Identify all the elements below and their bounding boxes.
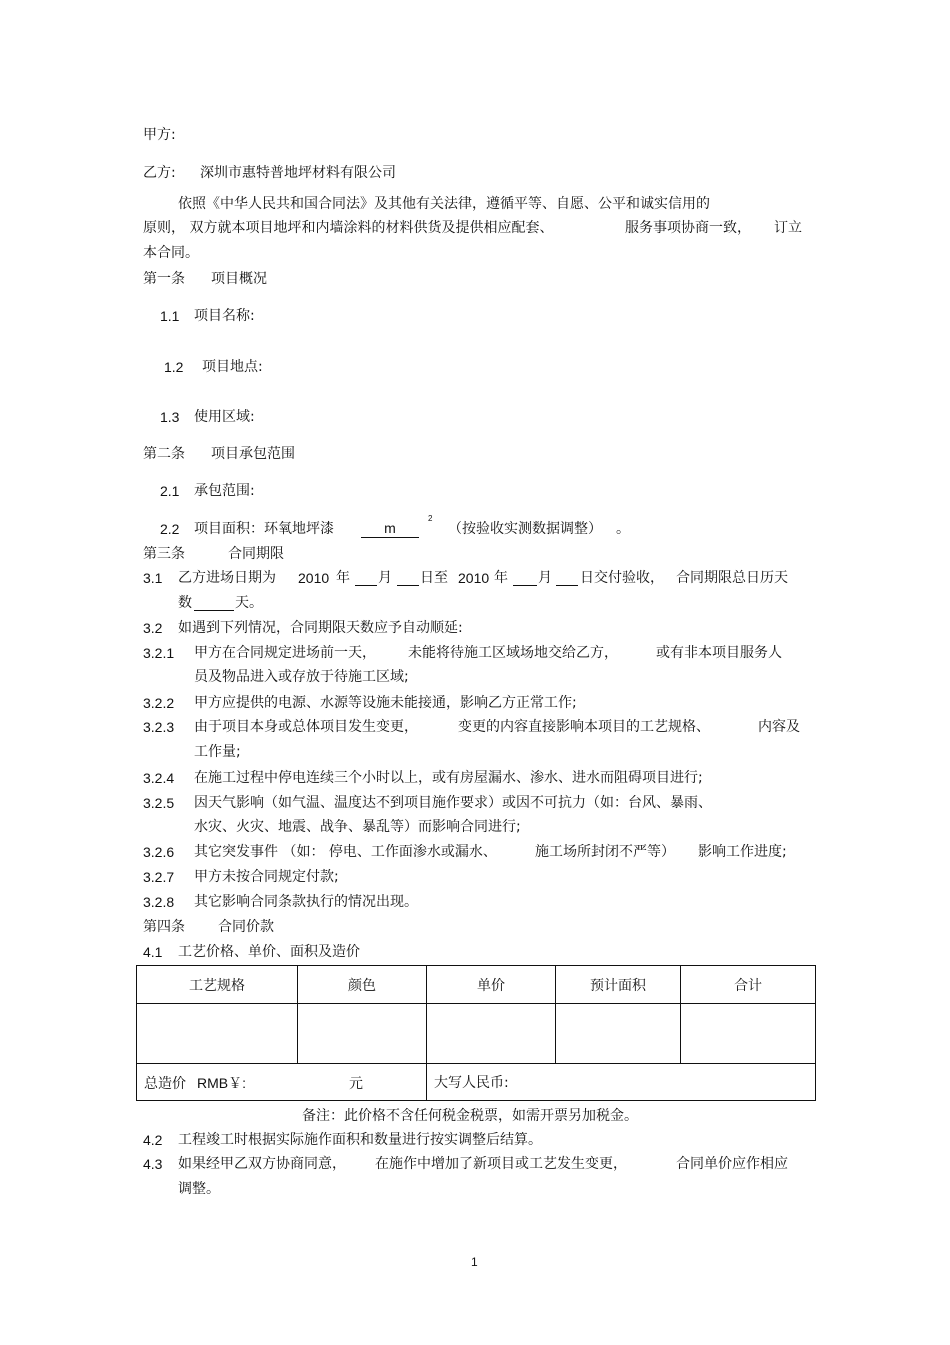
- end-day-blank[interactable]: [556, 571, 578, 586]
- item-3-2-8-number: 3.2.8: [143, 894, 175, 910]
- item-3-1-text-a: 乙方进场日期为: [178, 570, 276, 586]
- area-unit: m: [361, 520, 419, 538]
- item-3-2-4-text: 在施工过程中停电连续三个小时以上，或有房屋漏水、渗水、进水而阻碍项目进行;: [194, 770, 703, 786]
- item-2-2-number: 2.2: [160, 521, 180, 537]
- item-1-1-number: 1.1: [160, 308, 180, 324]
- item-1-2-number: 1.2: [164, 359, 184, 375]
- cell-estimated-area[interactable]: [556, 1004, 681, 1064]
- item-3-2-3-line2: 工作量;: [194, 744, 241, 760]
- party-b-label: 乙方:: [143, 165, 176, 181]
- item-2-1-number: 2.1: [160, 483, 180, 499]
- area-unit-superscript: 2: [428, 514, 433, 523]
- item-3-2-1-text-c: 或有非本项目服务人: [656, 645, 782, 661]
- item-2-1-text: 承包范围:: [194, 483, 255, 499]
- start-day-blank[interactable]: [397, 571, 419, 586]
- party-a-label: 甲方:: [143, 127, 176, 143]
- item-3-2-7-text: 甲方未按合同规定付款;: [194, 869, 339, 885]
- item-3-2-5-text: 因天气影响（如气温、温度达不到项目施作要求）或因不可抗力（如：台风、暴雨、: [194, 795, 712, 811]
- start-year: 2010: [298, 570, 330, 586]
- item-4-3-line2: 调整。: [178, 1181, 220, 1197]
- item-3-2-text: 如遇到下列情况，合同期限天数应予自动顺延:: [178, 620, 463, 636]
- price-table: [136, 965, 816, 1101]
- price-note: 备注：此价格不含任何税金税票，如需开票另加税金。: [302, 1108, 638, 1124]
- end-year-label: 年: [494, 570, 508, 586]
- item-3-1-line2-b: 天。: [235, 595, 263, 611]
- item-3-2-6-number: 3.2.6: [143, 844, 175, 860]
- item-4-3-text-a: 如果经甲乙双方协商同意，: [178, 1156, 346, 1172]
- item-1-3-text: 使用区域:: [194, 409, 255, 425]
- start-year-label: 年: [336, 570, 350, 586]
- article-1-title: 第一条: [143, 271, 185, 287]
- item-3-2-7-number: 3.2.7: [143, 869, 175, 885]
- header-color: 颜色: [298, 966, 427, 1004]
- header-unit-price: 单价: [427, 966, 556, 1004]
- preamble-line-1: 依照《中华人民共和国合同法》及其他有关法律，遵循平等、自愿、公平和诚实信用的: [178, 196, 710, 212]
- price-table-row: [137, 1004, 816, 1064]
- start-month-blank[interactable]: [355, 571, 377, 586]
- item-3-1-number: 3.1: [143, 570, 163, 586]
- item-3-2-3-text-a: 由于项目本身或总体项目发生变更，: [194, 719, 418, 735]
- total-price-unit: 元: [349, 1076, 363, 1092]
- article-2-title: 第二条: [143, 446, 185, 462]
- item-3-2-3-number: 3.2.3: [143, 719, 175, 735]
- start-month-label: 月: [378, 570, 392, 586]
- capital-amount-cell[interactable]: [427, 1064, 816, 1101]
- end-month-label: 月: [538, 570, 552, 586]
- cell-total[interactable]: [681, 1004, 816, 1064]
- item-3-2-1-text-a: 甲方在合同规定进场前一天，: [194, 645, 376, 661]
- item-4-2-text: 工程竣工时根据实际施作面积和数量进行按实调整后结算。: [178, 1132, 542, 1148]
- item-2-2-note: （按验收实测数据调整）: [448, 521, 602, 537]
- item-3-2-1-line2: 员及物品进入或存放于待施工区域;: [194, 669, 409, 685]
- item-3-2-5-number: 3.2.5: [143, 795, 175, 811]
- item-4-2-number: 4.2: [143, 1132, 163, 1148]
- item-1-3-number: 1.3: [160, 409, 180, 425]
- start-day-label: 日至: [420, 570, 448, 586]
- item-3-2-number: 3.2: [143, 620, 163, 636]
- item-3-2-3-text-b: 变更的内容直接影响本项目的工艺规格、: [458, 719, 710, 735]
- cell-unit-price[interactable]: [427, 1004, 556, 1064]
- end-month-blank[interactable]: [513, 571, 537, 586]
- cell-color[interactable]: [298, 1004, 427, 1064]
- header-craft-spec: 工艺规格: [137, 966, 298, 1004]
- item-3-1-text-h: 合同期限总日历天: [676, 570, 788, 586]
- price-table-header-row: [137, 966, 816, 1004]
- item-3-1-line2-a: 数: [178, 595, 192, 611]
- article-3-title: 第三条: [143, 546, 185, 562]
- item-2-2-end: 。: [616, 521, 630, 537]
- item-3-2-2-text: 甲方应提供的电源、水源等设施未能接通，影响乙方正常工作;: [194, 695, 577, 711]
- page-number: 1: [471, 1255, 478, 1269]
- item-3-2-6-text-c: 影响工作进度;: [698, 844, 787, 860]
- article-2-name: 项目承包范围: [211, 446, 295, 462]
- item-4-1-number: 4.1: [143, 944, 163, 960]
- item-1-2-text: 项目地点:: [202, 359, 263, 375]
- item-3-2-1-text-b: 未能将待施工区域场地交给乙方，: [408, 645, 618, 661]
- capital-amount-label: 大写人民币:: [434, 1075, 509, 1091]
- total-price-cell[interactable]: [137, 1064, 427, 1101]
- item-4-1-text: 工艺价格、单价、面积及造价: [178, 944, 360, 960]
- preamble-line-2a: 原则， 双方就本项目地坪和内墙涂料的材料供货及提供相应配套、: [143, 220, 554, 236]
- item-1-1-text: 项目名称:: [194, 308, 255, 324]
- end-day-label: 日交付验收，: [580, 570, 664, 586]
- total-price-label: 总造价: [144, 1076, 186, 1092]
- item-3-2-6-text-a: 其它突发事件 （如： 停电、工作面渗水或漏水、: [194, 844, 497, 860]
- article-4-title: 第四条: [143, 919, 185, 935]
- preamble-line-3: 本合同。: [143, 245, 199, 261]
- item-4-3-text-c: 合同单价应作相应: [676, 1156, 788, 1172]
- header-estimated-area: 预计面积: [556, 966, 681, 1004]
- item-3-2-6-text-b: 施工场所封闭不严等）: [535, 844, 675, 860]
- preamble-line-2c: 订立: [774, 220, 802, 236]
- item-3-2-4-number: 3.2.4: [143, 770, 175, 786]
- item-2-2-text: 项目面积：环氧地坪漆: [194, 521, 334, 537]
- article-4-name: 合同价款: [218, 919, 274, 935]
- end-year: 2010: [458, 570, 490, 586]
- total-days-blank[interactable]: [194, 596, 234, 611]
- article-1-name: 项目概况: [211, 271, 267, 287]
- article-3-name: 合同期限: [228, 546, 284, 562]
- party-b-name: 深圳市惠特普地坪材料有限公司: [200, 165, 396, 181]
- header-total: 合计: [681, 966, 816, 1004]
- price-table-total-row: [137, 1064, 816, 1101]
- item-4-3-number: 4.3: [143, 1156, 163, 1172]
- item-3-2-8-text: 其它影响合同条款执行的情况出现。: [194, 894, 418, 910]
- item-3-2-1-number: 3.2.1: [143, 645, 175, 661]
- cell-craft-spec[interactable]: [137, 1004, 298, 1064]
- item-3-2-5-line2: 水灾、火灾、地震、战争、暴乱等）而影响合同进行;: [194, 819, 521, 835]
- total-price-rmb: RMB￥:: [197, 1075, 246, 1091]
- preamble-line-2b: 服务事项协商一致，: [625, 220, 751, 236]
- item-3-2-2-number: 3.2.2: [143, 695, 175, 711]
- item-4-3-text-b: 在施作中增加了新项目或工艺发生变更，: [375, 1156, 627, 1172]
- item-3-2-3-text-c: 内容及: [758, 719, 800, 735]
